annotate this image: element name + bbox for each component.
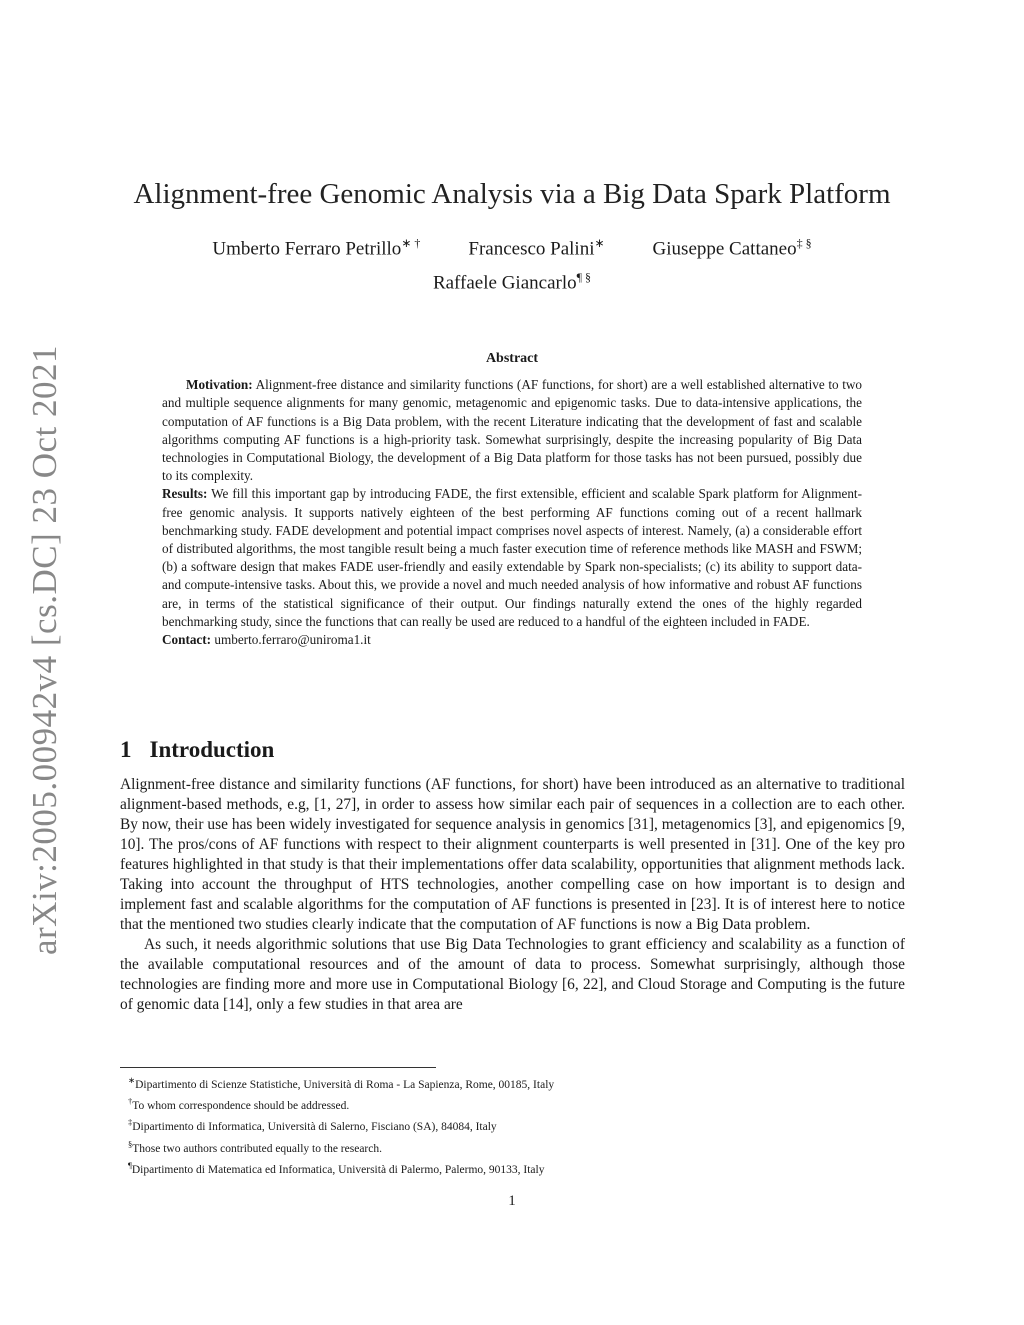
author: Umberto Ferraro Petrillo∗ † (212, 236, 421, 260)
author: Giuseppe Cattaneo‡ § (652, 236, 812, 260)
section-paragraph: Alignment-free distance and similarity functions (AF functions, for short) have been introduced as an alternative to traditional alignment-based methods, e.g, [1, 27], in order to assess how similar each pair of sequences in a collection are to each other. By now, their use has been widely investigated for sequence analysis in genomics [31], metagenomics [3], and epigenomics [9, 10]. The pros/cons of AF functions with respect to their alignment counterparts is well presented in [31]. One of the key pro features highlighted in that study is that their implementations offer data scalability, opportunities that alignment methods lack. Taking into account the throughput of HTS technologies, another compelling case on how important is to design and implement fast and scalable algorithms for the computation of AF functions is presented in [23]. It is of interest here to notice that the mentioned two studies clearly indicate that the computation of AF functions is now a Big Data problem. (120, 776, 905, 933)
section-paragraph: As such, it needs algorithmic solutions that use Big Data Technologies to grant efficiency and scalability as a function of the available computational resources and of the amount of data to process. Somewhat surprisingly, although those technologies are finding more and more use in Computational Biology [6, 22], and Cloud Storage and Computing is the future of genomic data [14], only a few studies in that area are (120, 936, 905, 1013)
author: Raffaele Giancarlo¶ § (432, 270, 592, 294)
abstract-results: Results: We fill this important gap by introducing FADE, the first extensible, efficient and scalable Spark platform for Alignment-free genomic analysis. It supports natively eighteen of the best performing AF functions coming out of a recent hallmark benchmarking study. FADE development and potential impact comprises novel aspects of interest. Namely, (a) a considerable effort of distributed algorithms, the most tangible result being a much faster execution time of reference methods like MASH and FSWM; (b) a software design that makes FADE user-friendly and easily extendable by Spark non-specialists; (c) its ability to support data- and compute-intensive tasks. About this, we provide a novel and much needed analysis of how informative and robust AF functions are, in terms of the statistical significance of their output. Our findings naturally extend the ones of the highly regarded benchmarking study, since the functions that can really be used are reduced to a handful of the eighteen included in FADE. (162, 486, 862, 629)
footnotes (120, 1067, 905, 1178)
introduction-section (120, 737, 905, 1015)
abstract-heading: Abstract (485, 351, 539, 366)
paper-title: Alignment-free Genomic Analysis via a Big Data Spark Platform (133, 178, 891, 210)
author: Francesco Palini∗ (468, 236, 605, 260)
footnote: ‡Dipartimento di Informatica, Università di Salerno, Fisciano (SA), 84084, Italy (128, 1117, 497, 1134)
page-number: 1 (508, 1193, 516, 1209)
abstract (162, 350, 862, 649)
footnote: †To whom correspondence should be addressed. (128, 1096, 350, 1113)
author-list (0, 236, 1024, 295)
footnote: §Those two authors contributed equally to the research. (128, 1138, 382, 1155)
footnote: ¶Dipartimento di Matematica ed Informatica, Università di Palermo, Palermo, 90133, Italy (128, 1159, 545, 1176)
contact-email[interactable]: umberto.ferraro@uniroma1.it (214, 632, 371, 648)
footnote: ∗Dipartimento di Scienze Statistiche, Università di Roma - La Sapienza, Rome, 00185, Italy (128, 1075, 555, 1091)
footnote-rule (120, 1067, 436, 1068)
section-heading: 1 Introduction (120, 737, 275, 762)
abstract-motivation: Motivation: Alignment-free distance and similarity functions (AF functions, for short) are a well established alternative to two and multiple sequence alignments for many genomic, metagenomic and epigenomic tasks. Due to data-intensive applications, the computation of AF functions is a Big Data problem, with the recent Literature indicating that the development of fast and scalable algorithms computing AF functions is a high-priority task. Somewhat surprisingly, despite the increasing popularity of Big Data technologies in Computational Biology, the development of a Big Data platform for those tasks has not been pursued, possibly due to its complexity. (162, 377, 863, 484)
arxiv-identifier-stamp (22, 344, 68, 956)
abstract-contact: Contact: umberto.ferraro@uniroma1.it (162, 632, 371, 648)
arxiv-identifier-text: arXiv:2005.00942v4 [cs.DC] 23 Oct 2021 (25, 344, 65, 956)
